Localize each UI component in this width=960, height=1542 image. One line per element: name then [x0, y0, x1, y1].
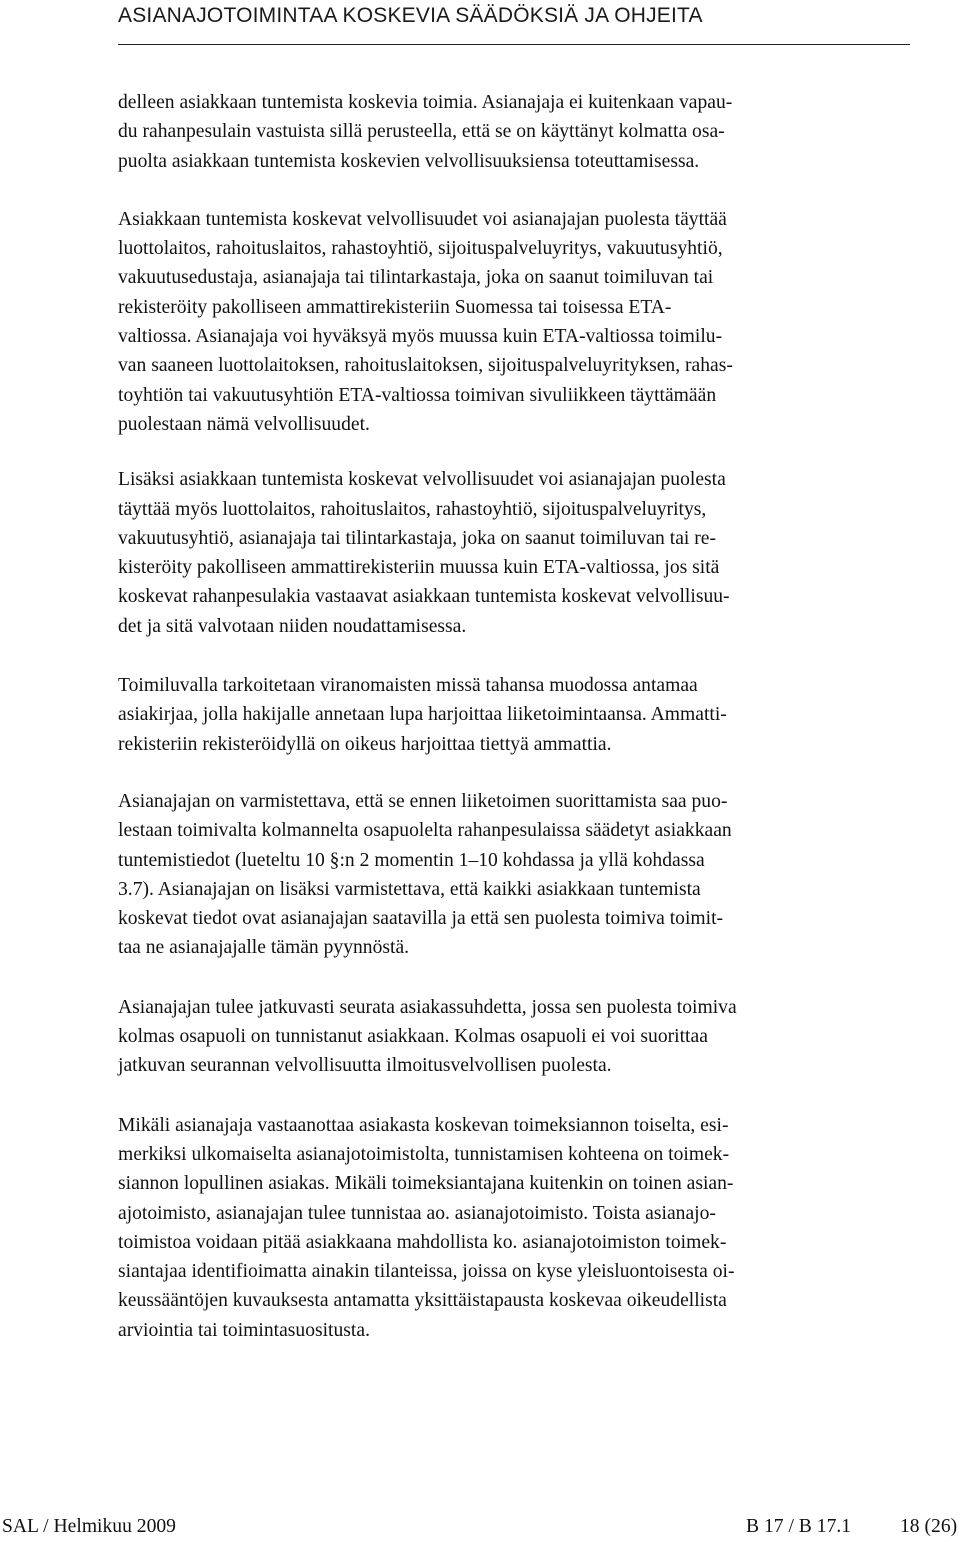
- page-header-title: ASIANAJOTOIMINTAA KOSKEVIA SÄÄDÖKSIÄ JA OHJEITA: [118, 4, 703, 27]
- text-line: delleen asiakkaan tuntemista koskevia toimia. Asianajaja ei kuitenkaan vapau-: [118, 92, 733, 113]
- text-line: siannon lopullinen asiakas. Mikäli toimeksiantajana kuitenkin on toinen asian-: [118, 1173, 734, 1195]
- text-line: Asiakkaan tuntemista koskevat velvollisuudet voi asianajajan puolesta täyttää: [118, 208, 727, 230]
- text-line: van saaneen luottolaitoksen, rahoituslaitoksen, sijoituspalveluyrityksen, rahas-: [118, 355, 733, 377]
- paragraph-6: [118, 993, 908, 1081]
- text-line: Toimiluvalla tarkoitetaan viranomaisten missä tahansa muodossa antamaa: [118, 675, 698, 697]
- text-line: toyhtiön tai vakuutusyhtiön ETA-valtiossa toimivan sivuliikkeen täyttämään: [118, 384, 717, 406]
- paragraph-3: [118, 465, 908, 641]
- text-line: rekisteröity pakolliseen ammattirekisteriin Suomessa tai toisessa ETA-: [118, 296, 672, 318]
- text-line: valtiossa. Asianajaja voi hyväksyä myös muussa kuin ETA-valtiossa toimilu-: [118, 326, 723, 348]
- paragraph-2: [118, 205, 908, 439]
- footer-section-reference: B 17 / B 17.1: [746, 1516, 852, 1537]
- footer-publication-date: SAL / Helmikuu 2009: [2, 1516, 176, 1537]
- text-line: vakuutusedustaja, asianajaja tai tilintarkastaja, joka on saanut toimiluvan tai: [118, 267, 714, 289]
- text-line: jatkuvan seurannan velvollisuutta ilmoitusvelvollisen puolesta.: [118, 1055, 612, 1077]
- text-line: arviointia tai toimintasuositusta.: [118, 1319, 370, 1341]
- text-line: koskevat rahanpesulakia vastaavat asiakkaan tuntemista koskevat velvollisuu-: [118, 586, 730, 608]
- header-divider: [118, 44, 910, 45]
- text-line: du rahanpesulain vastuista sillä perusteella, että se on käyttänyt kolmatta osa-: [118, 121, 725, 143]
- text-line: tuntemistiedot (lueteltu 10 §:n 2 momentin 1–10 kohdassa ja yllä kohdassa: [118, 849, 705, 871]
- footer-page-number: 18 (26): [900, 1516, 958, 1537]
- text-line: puolta asiakkaan tuntemista koskevien velvollisuuksiensa toteuttamisessa.: [118, 150, 700, 172]
- text-line: koskevat tiedot ovat asianajajan saatavilla ja että sen puolesta toimiva toimit-: [118, 908, 724, 930]
- paragraph-7: [118, 1111, 908, 1345]
- text-line: Lisäksi asiakkaan tuntemista koskevat velvollisuudet voi asianajajan puolesta: [118, 469, 726, 491]
- text-line: merkiksi ulkomaiselta asianajotoimistolta, tunnistamisen kohteena on toimek-: [118, 1143, 730, 1165]
- text-line: puolestaan nämä velvollisuudet.: [118, 413, 370, 435]
- paragraph-4: [118, 671, 908, 759]
- text-line: vakuutusyhtiö, asianajaja tai tilintarkastaja, joka on saanut toimiluvan tai re-: [118, 527, 716, 549]
- paragraph-1: [118, 88, 908, 176]
- text-line: det ja sitä valvotaan niiden noudattamisessa.: [118, 615, 467, 637]
- paragraph-5: [118, 787, 908, 963]
- text-line: lestaan toimivalta kolmannelta osapuolelta rahanpesulaissa säädetyt asiakkaan: [118, 820, 732, 842]
- text-line: keussääntöjen kuvauksesta antamatta yksittäistapausta koskevaa oikeudellista: [118, 1290, 727, 1312]
- text-line: rekisteriin rekisteröidyllä on oikeus harjoittaa tiettyä ammattia.: [118, 733, 612, 755]
- text-line: luottolaitos, rahoituslaitos, rahastoyhtiö, sijoituspalveluyritys, vakuutusyhtiö,: [118, 238, 723, 260]
- text-line: 3.7). Asianajajan on lisäksi varmistettava, että kaikki asiakkaan tuntemista: [118, 878, 701, 900]
- text-line: täyttää myös luottolaitos, rahoituslaitos, rahastoyhtiö, sijoituspalveluyritys,: [118, 498, 707, 520]
- text-line: siantajaa identifioimatta ainakin tilanteissa, joissa on kyse yleisluontoisesta oi-: [118, 1261, 735, 1283]
- text-line: taa ne asianajajalle tämän pyynnöstä.: [118, 937, 410, 959]
- text-line: Asianajajan on varmistettava, että se ennen liiketoimen suorittamista saa puo-: [118, 790, 728, 812]
- text-line: Asianajajan tulee jatkuvasti seurata asiakassuhdetta, jossa sen puolesta toimiva: [118, 996, 737, 1018]
- text-line: asiakirjaa, jolla hakijalle annetaan lupa harjoittaa liiketoimintaansa. Ammatti-: [118, 704, 727, 726]
- text-line: toimistoa voidaan pitää asiakkaana mahdollista ko. asianajotoimiston toimek-: [118, 1231, 727, 1253]
- text-line: Mikäli asianajaja vastaanottaa asiakasta koskevan toimeksiannon toiselta, esi-: [118, 1114, 729, 1136]
- text-line: ajotoimisto, asianajajan tulee tunnistaa ao. asianajotoimisto. Toista asianajo-: [118, 1202, 716, 1224]
- document-body: [118, 88, 908, 1345]
- text-line: kisteröity pakolliseen ammattirekisteriin muussa kuin ETA-valtiossa, jos sitä: [118, 557, 720, 579]
- text-line: kolmas osapuoli on tunnistanut asiakkaan. Kolmas osapuoli ei voi suorittaa: [118, 1026, 708, 1048]
